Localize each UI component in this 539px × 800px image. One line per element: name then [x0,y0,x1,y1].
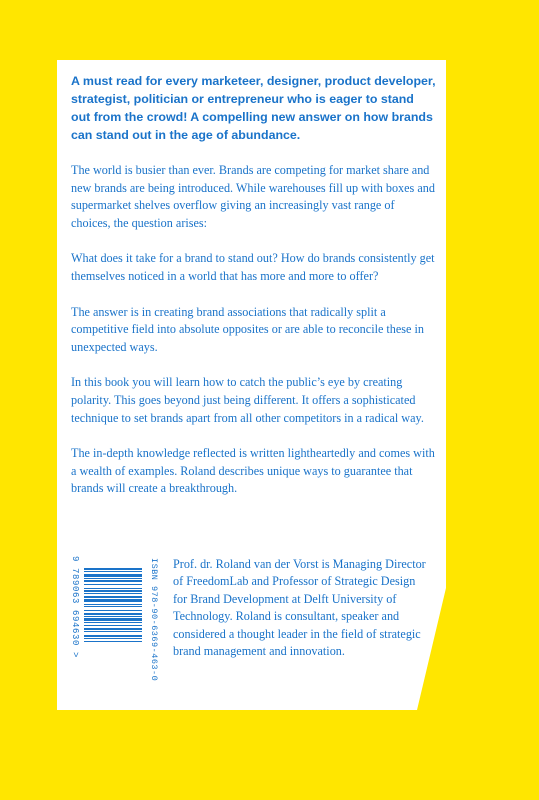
barcode-bar [84,596,142,598]
cover-footer [71,556,436,686]
paragraph-1: The world is busier than ever. Brands are competing for market share and new brands are being introduced. While warehouses fill up with boxes and supermarket shelves overflow giving an increasingly vast range of choices, the question arises: [71,163,435,230]
barcode-bar [84,622,142,623]
barcode-bar [84,574,142,577]
barcode-bar [84,588,142,589]
barcode-bar [84,571,142,572]
barcode-bar [84,610,142,611]
paragraph-2: What does it take for a brand to stand out? How do brands consistently get themselves noticed in a world that has more and more to offer? [71,251,435,283]
barcode-bar [84,628,142,630]
author-bio: Prof. dr. Roland van der Vorst is Managing Director of FreedomLab and Professor of Strategic Design for Brand Development at Delft University of Technology. Roland is consultant, speaker and considered a thought leader in the field of strategic brand management and innovation. [173,557,426,659]
barcode-bar [84,613,142,615]
isbn-barcode [71,556,161,686]
barcode-bar [84,625,142,626]
barcode-bar [84,618,142,621]
intro-text: A must read for every marketeer, designer, product developer, strategist, politician or entrepreneur who is eager to stand out from the crowd! A compelling new answer on how brands can stand out in the age of abundance. [71,74,436,142]
barcode-bar [84,604,142,605]
paragraph-4: In this book you will learn how to catch the public’s eye by creating polarity. This goes beyond just being different. It offers a sophisticated technique to set brands apart from all other competitors in a radical way. [71,375,424,425]
barcode-bar [84,590,142,592]
barcode-bar [84,635,142,637]
barcode-bar [84,631,142,632]
barcode-bar [84,641,142,642]
blurb-text [71,72,436,516]
barcode-bar [84,599,142,602]
barcode-bar [84,578,142,579]
barcode-bar [84,606,142,607]
paragraph-3: The answer is in creating brand associations that radically split a competitive field into absolute opposites or are able to reconcile these in unexpected ways. [71,304,424,354]
barcode-bar [84,616,142,617]
barcode-bar [84,580,142,582]
barcode-bar [84,593,142,594]
barcode-number: 9 789063 694630 > [70,556,80,659]
barcode-bar [84,568,142,570]
barcode-bar [84,584,142,585]
barcode-bar [84,638,142,639]
isbn-label: ISBN 978-90-6369-463-0 [149,558,159,682]
paragraph-5: The in-depth knowledge reflected is written lightheartedly and comes with a wealth of examples. Roland describes unique ways to guarantee that brands will create a breakthrough. [71,446,435,496]
